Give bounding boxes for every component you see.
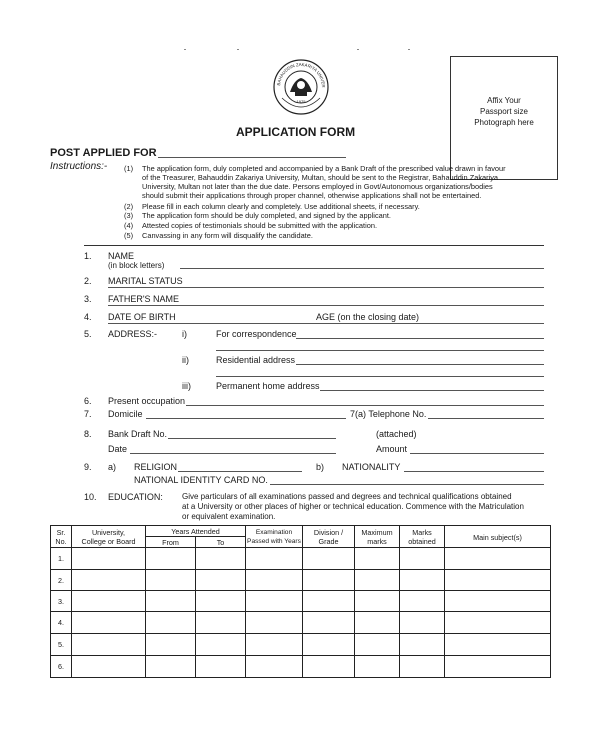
education-desc-line: or equivalent examination.	[182, 512, 276, 521]
instructions-heading: Instructions:-	[50, 161, 108, 172]
field-number: 6.	[84, 396, 92, 406]
row-number: 6.	[51, 656, 72, 678]
cell-from[interactable]	[146, 570, 196, 591]
header-marks-obtained: Marks obtained	[400, 526, 445, 548]
correspondence-input-line[interactable]	[296, 338, 544, 339]
header-division: Division / Grade	[303, 526, 355, 548]
instruction-num: (4)	[124, 221, 134, 230]
section-divider	[84, 245, 544, 246]
instruction-line: The application form should be duly completed, and signed by the applicant.	[142, 211, 391, 220]
header-from: From	[146, 537, 196, 548]
amount-input-line[interactable]	[410, 453, 544, 454]
present-occupation-input-line[interactable]	[186, 405, 544, 406]
name-input-line[interactable]	[180, 268, 544, 269]
cell-division[interactable]	[303, 634, 355, 656]
seal-year: 1975	[296, 99, 306, 104]
instruction-num: (3)	[124, 211, 134, 220]
seal-arc-text: BAHAUDDIN ZAKARIYA UNIVER	[276, 61, 327, 88]
instruction-num: (5)	[124, 231, 134, 240]
telephone-input-line[interactable]	[428, 418, 544, 419]
amount-label: Amount	[376, 444, 408, 454]
top-scan-mark	[357, 49, 359, 50]
religion-input-line[interactable]	[178, 471, 302, 472]
instruction-num: (2)	[124, 202, 134, 211]
cell-examination[interactable]	[246, 548, 303, 570]
field-number: 9.	[84, 462, 92, 472]
cell-marks-obtained[interactable]	[400, 548, 445, 570]
cell-examination[interactable]	[246, 656, 303, 678]
cell-from[interactable]	[146, 548, 196, 570]
cell-marks-obtained[interactable]	[400, 634, 445, 656]
instruction-line: The application form, duly completed and accompanied by a Bank Draft of the prescribed value drawn in favour	[142, 164, 506, 173]
header-main-subjects: Main subject(s)	[445, 526, 551, 548]
education-desc-line: Give particulars of all examinations passed and degrees and technical qualifications obtained	[182, 492, 512, 501]
address-index-iii: iii)	[182, 381, 191, 391]
cell-division[interactable]	[303, 612, 355, 634]
cell-to[interactable]	[196, 656, 246, 678]
residential-address-input-line-2[interactable]	[216, 376, 544, 377]
table-row	[51, 548, 551, 570]
table-row	[51, 634, 551, 656]
cell-university[interactable]	[72, 634, 146, 656]
domicile-input-line[interactable]	[146, 418, 346, 419]
form-title: APPLICATION FORM	[236, 125, 356, 139]
field-number: 1.	[84, 251, 92, 261]
cell-examination[interactable]	[246, 612, 303, 634]
field-number: 2.	[84, 276, 92, 286]
field-number: 10.	[84, 492, 97, 502]
cell-from[interactable]	[146, 612, 196, 634]
cell-main-subjects[interactable]	[445, 591, 551, 612]
dob-input-line[interactable]	[108, 323, 544, 324]
instruction-line: Canvassing in any form will disqualify the candidate.	[142, 231, 313, 240]
age-label: AGE (on the closing date)	[316, 312, 420, 322]
residential-address-input-line[interactable]	[296, 364, 544, 365]
top-scan-mark	[184, 49, 186, 50]
cell-to[interactable]	[196, 548, 246, 570]
cell-from[interactable]	[146, 591, 196, 612]
instruction-line: should submit their applications through proper channel, otherwise applications shall not be entertained.	[142, 191, 482, 200]
nationality-input-line[interactable]	[404, 471, 544, 472]
draft-date-label: Date	[108, 444, 128, 454]
cell-division[interactable]	[303, 570, 355, 591]
cell-university[interactable]	[72, 570, 146, 591]
header-university: University, College or Board	[72, 526, 146, 548]
education-desc-line: at a University or other places of higher or technical education. Commence with the Matriculation	[182, 502, 524, 511]
cell-to[interactable]	[196, 612, 246, 634]
cell-main-subjects[interactable]	[445, 612, 551, 634]
cell-max-marks[interactable]	[355, 548, 400, 570]
education-table	[50, 525, 551, 678]
nationality-index: b)	[316, 462, 325, 472]
instruction-line: Please fill in each column clearly and completely. Use additional sheets, if necessary.	[142, 202, 420, 211]
field-number: 5.	[84, 329, 92, 339]
header-years-attended: Years Attended	[146, 526, 246, 537]
top-scan-mark	[408, 49, 410, 50]
header-examination: Examination Passed with Years	[246, 526, 303, 548]
instruction-num: (1)	[124, 164, 134, 173]
cell-marks-obtained[interactable]	[400, 656, 445, 678]
religion-label: RELIGION	[134, 462, 178, 472]
field-number: 8.	[84, 429, 92, 439]
post-applied-input-line[interactable]	[158, 157, 346, 158]
header-max-marks: Maximum marks	[355, 526, 400, 548]
post-applied-label: POST APPLIED FOR	[50, 147, 157, 159]
row-number: 5.	[51, 634, 72, 656]
header-sr-no: Sr. No.	[51, 526, 72, 548]
university-seal-logo	[272, 58, 330, 116]
name-sublabel: (in block letters)	[108, 261, 165, 270]
cell-examination[interactable]	[246, 591, 303, 612]
dob-label: DATE OF BIRTH	[108, 312, 176, 322]
present-occupation-label: Present occupation	[108, 396, 186, 406]
top-scan-mark	[237, 49, 239, 50]
attached-label: (attached)	[376, 429, 417, 439]
row-number: 2.	[51, 570, 72, 591]
cell-max-marks[interactable]	[355, 612, 400, 634]
bank-draft-label: Bank Draft No.	[108, 429, 168, 439]
cell-university[interactable]	[72, 656, 146, 678]
cell-max-marks[interactable]	[355, 634, 400, 656]
bank-draft-input-line[interactable]	[168, 438, 336, 439]
cell-main-subjects[interactable]	[445, 634, 551, 656]
field-number: 7.	[84, 409, 92, 419]
table-row	[51, 570, 551, 591]
instruction-line: of the Treasurer, Bahauddin Zakariya University, Multan, should be sent to the Registrar, Bahauddin Zakariya	[142, 173, 499, 182]
field-number: 3.	[84, 294, 92, 304]
address-index-i: i)	[182, 329, 187, 339]
photo-box	[450, 56, 558, 180]
address-label: ADDRESS:-	[108, 329, 158, 339]
row-number: 3.	[51, 591, 72, 612]
row-number: 4.	[51, 612, 72, 634]
cell-marks-obtained[interactable]	[400, 612, 445, 634]
residential-address-label: Residential address	[216, 355, 296, 365]
cell-division[interactable]	[303, 548, 355, 570]
cell-university[interactable]	[72, 591, 146, 612]
marital-status-label: MARITAL STATUS	[108, 276, 183, 286]
telephone-label: 7(a) Telephone No.	[350, 409, 427, 419]
field-number: 4.	[84, 312, 92, 322]
marital-status-input-line[interactable]	[108, 287, 544, 288]
cell-to[interactable]	[196, 570, 246, 591]
domicile-label: Domicile	[108, 409, 143, 419]
cell-from[interactable]	[146, 656, 196, 678]
cell-examination[interactable]	[246, 634, 303, 656]
cell-from[interactable]	[146, 634, 196, 656]
cell-division[interactable]	[303, 656, 355, 678]
permanent-address-label: Permanent home address	[216, 381, 320, 391]
nic-label: NATIONAL IDENTITY CARD NO.	[134, 475, 268, 485]
correspondence-input-line-2[interactable]	[216, 350, 544, 351]
fathers-name-input-line[interactable]	[108, 305, 544, 306]
row-number: 1.	[51, 548, 72, 570]
name-label: NAME	[108, 251, 135, 261]
table-row	[51, 656, 551, 678]
nationality-label: NATIONALITY	[342, 462, 401, 472]
cell-main-subjects[interactable]	[445, 656, 551, 678]
cell-marks-obtained[interactable]	[400, 591, 445, 612]
cell-main-subjects[interactable]	[445, 548, 551, 570]
table-row	[51, 591, 551, 612]
instruction-line: Attested copies of testimonials should be submitted with the application.	[142, 221, 377, 230]
photo-box-text: Affix Your Passport size Photograph here	[474, 96, 534, 127]
cell-to[interactable]	[196, 591, 246, 612]
cell-marks-obtained[interactable]	[400, 570, 445, 591]
cell-university[interactable]	[72, 612, 146, 634]
education-label: EDUCATION:	[108, 492, 163, 502]
cell-main-subjects[interactable]	[445, 570, 551, 591]
cell-max-marks[interactable]	[355, 591, 400, 612]
fathers-name-label: FATHER'S NAME	[108, 294, 180, 304]
nic-input-line[interactable]	[270, 484, 544, 485]
permanent-address-input-line[interactable]	[320, 390, 544, 391]
table-row	[51, 612, 551, 634]
cell-division[interactable]	[303, 591, 355, 612]
address-index-ii: ii)	[182, 355, 189, 365]
cell-max-marks[interactable]	[355, 656, 400, 678]
religion-index: a)	[108, 462, 117, 472]
cell-examination[interactable]	[246, 570, 303, 591]
draft-date-input-line[interactable]	[130, 453, 336, 454]
header-to: To	[196, 537, 246, 548]
correspondence-label: For correspondence	[216, 329, 297, 339]
cell-to[interactable]	[196, 634, 246, 656]
instruction-line: University, Multan not later than the due date. Persons employed in Govt/Autonomous organizations/bodies	[142, 182, 493, 191]
cell-university[interactable]	[72, 548, 146, 570]
cell-max-marks[interactable]	[355, 570, 400, 591]
